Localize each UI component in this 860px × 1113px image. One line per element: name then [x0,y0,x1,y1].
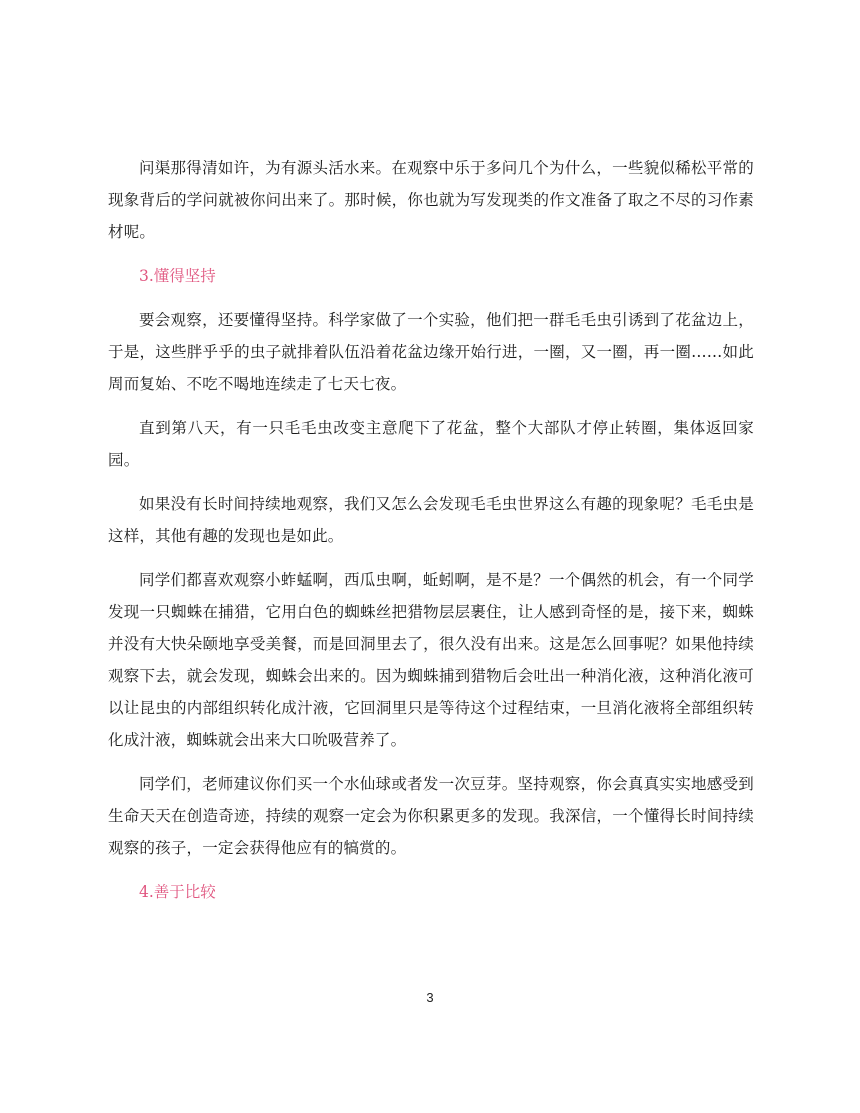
paragraph-teacher-advice: 同学们，老师建议你们买一个水仙球或者发一次豆芽。坚持观察，你会真真实实地感受到生命天天在创造奇迹，持续的观察一定会为你积累更多的发现。我深信，一个懂得长时间持续观察的孩子，一定会获得他应有的犒赏的。 [108,775,754,857]
paragraph-eighth-day: 直到第八天，有一只毛毛虫改变主意爬下了花盆，整个大部队才停止转圈，集体返回家园。 [108,419,754,469]
paragraph-intro: 问渠那得清如许，为有源头活水来。在观察中乐于多问几个为什么，一些貌似稀松平常的现象背后的学问就被你问出来了。那时候，你也就为写发现类的作文准备了取之不尽的习作素材呢。 [108,159,754,241]
paragraph-spider: 同学们都喜欢观察小蚱蜢啊，西瓜虫啊，蚯蚓啊，是不是？一个偶然的机会，有一个同学发现一只蜘蛛在捕猎，它用白色的蜘蛛丝把猎物层层裹住，让人感到奇怪的是，接下来，蜘蛛并没有大快朵颐地享受美餐，而是回洞里去了，很久没有出来。这是怎么回事呢？如果他持续观察下去，就会发现，蜘蛛会出来的。因为蜘蛛捕到猎物后会吐出一种消化液，这种消化液可以让昆虫的内部组织转化成汁液，它回洞里只是等待这个过程结束，一旦消化液将全部组织转化成汁液，蜘蛛就会出来大口吮吸营养了。 [108,571,754,749]
section-heading-persistence: 3.懂得坚持 [139,267,216,285]
page-number: 3 [426,990,434,1005]
document-body [108,152,754,920]
section-heading-comparison: 4.善于比较 [139,883,216,901]
paragraph-observation-question: 如果没有长时间持续地观察，我们又怎么会发现毛毛虫世界这么有趣的现象呢？毛毛虫是这样，其他有趣的发现也是如此。 [108,495,754,545]
paragraph-experiment: 要会观察，还要懂得坚持。科学家做了一个实验，他们把一群毛毛虫引诱到了花盆边上，于是，这些胖乎乎的虫子就排着队伍沿着花盆边缘开始行进，一圈，又一圈，再一圈……如此周而复始、不吃不喝地连续走了七天七夜。 [108,311,754,393]
